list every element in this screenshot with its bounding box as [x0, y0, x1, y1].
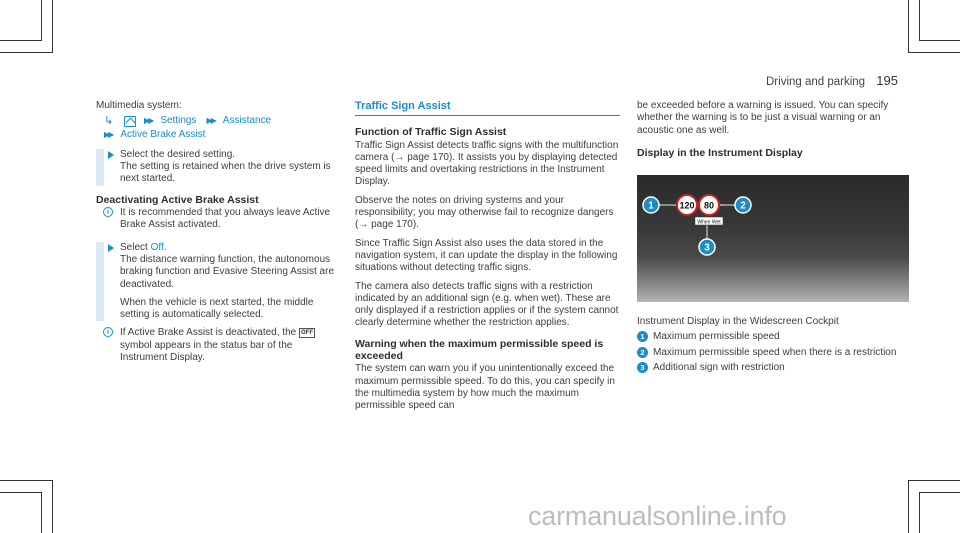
legend-number: 1 [637, 331, 648, 342]
info-icon: i [103, 327, 113, 337]
function-text: Traffic Sign Assist detects traffic signs with the multifunction camera (→ page 170). It assists you by displaying detected speed limits and overtaking restrictions in the Instrument Display. [355, 139, 619, 188]
path-assistance: Assistance [222, 115, 272, 127]
brake-assist-off-icon: OFF [300, 329, 313, 336]
navigation-text: Since Traffic Sign Assist also uses the data stored in the navigation system, it can update the display in the following situations without detecting traffic signs. [355, 237, 618, 274]
arrow-right-icon: ↳ [104, 115, 114, 128]
step-detail: When the vehicle is next started, the middle setting is automatically selected. [120, 296, 314, 321]
legend-item [637, 331, 909, 343]
speed-sign-120-label: 120 [679, 200, 695, 211]
callout-3-label: 3 [704, 242, 710, 254]
crop-mark [919, 492, 920, 533]
section-heading: Traffic Sign Assist [355, 100, 620, 116]
crop-mark [41, 492, 42, 533]
note-recommendation [96, 207, 336, 232]
step-detail: The setting is retained when the drive system is next started. [120, 161, 331, 185]
crop-mark [0, 492, 42, 493]
speed-sign-80-label: 80 [703, 200, 715, 211]
deactivating-heading: Deactivating Active Brake Assist [96, 193, 259, 206]
step-suffix: . [163, 241, 167, 253]
legend-text: Maximum permissible speed when there is a restriction [653, 346, 897, 358]
info-icon: i [103, 207, 113, 217]
note-text: It is recommended that you always leave Active Brake Assist activated. [120, 207, 331, 231]
crop-mark [0, 40, 42, 41]
crop-mark [908, 480, 960, 481]
observe-text: Observe the notes on driving systems and your responsibility; you may otherwise fail to recognize dangers (→ page 170). [355, 194, 614, 231]
callout-2-label: 2 [740, 200, 746, 212]
step-detail: The distance warning function, the autonomous braking function and Evasive Steering Assist are deactivated. [120, 253, 335, 290]
step-select-off [96, 242, 336, 322]
section-title: Driving and parking [766, 76, 866, 88]
legend-item [637, 362, 909, 374]
double-chevron-icon: ▶▶ [206, 116, 215, 126]
continued-text: be exceeded before a warning is issued. You can specify whether the warning is to be just a visual warning or an acoustic one as well. [637, 100, 889, 136]
path-settings: Settings [160, 115, 197, 127]
home-icon [124, 116, 136, 127]
watermark: carmanualsonline.info [528, 501, 787, 531]
intro-text: Multimedia system: [96, 100, 182, 111]
step-prefix: Select [120, 241, 151, 253]
crop-mark [919, 40, 960, 41]
warning-heading: Warning when the maximum permissible speed is exceeded [355, 337, 604, 363]
legend-number: 2 [637, 347, 648, 358]
note-off-symbol [96, 327, 336, 364]
instrument-display-figure [637, 175, 909, 302]
step-arrow-icon [108, 151, 114, 159]
legend-number: 3 [637, 362, 648, 373]
menu-path [96, 115, 336, 141]
crop-mark [52, 0, 53, 52]
crop-mark [908, 480, 909, 533]
crop-mark [919, 0, 920, 41]
column-left [96, 100, 336, 370]
page-number: 195 [876, 73, 898, 88]
step-arrow-icon [108, 244, 114, 252]
camera-text: The camera also detects traffic signs with a restriction indicated by an additional sign (e.g. when wet). These are only displayed if a restriction applies or if the system cannot clearly determine whether the restriction applies. [355, 280, 619, 329]
double-chevron-icon: ▶▶ [104, 129, 113, 139]
path-feature: Active Brake Assist [120, 128, 206, 140]
figure-caption: Instrument Display in the Widescreen Cockpit [637, 316, 839, 328]
crop-mark [908, 52, 960, 53]
legend-item [637, 347, 909, 359]
step-text: Select the desired setting. [120, 148, 236, 160]
crop-mark [0, 52, 53, 53]
legend-text: Maximum permissible speed [653, 331, 780, 343]
crop-mark [0, 480, 53, 481]
crop-mark [908, 0, 909, 52]
legend-text: Additional sign with restriction [653, 362, 785, 374]
column-right [637, 100, 909, 377]
running-header [766, 73, 898, 88]
double-chevron-icon: ▶▶ [144, 116, 153, 126]
figure-graphic [637, 175, 909, 302]
column-middle [355, 100, 620, 419]
crop-mark [52, 480, 53, 533]
note-text-after: symbol appears in the status bar of the Instrument Display. [120, 339, 293, 364]
warning-text: The system can warn you if you unintentionally exceed the maximum permissible speed. To do this, you can specify in the multimedia system by how much the maximum permissible speed can [355, 363, 615, 412]
option-off: Off [150, 241, 164, 253]
callout-1-label: 1 [648, 200, 654, 212]
crop-mark [41, 0, 42, 41]
note-text-before: If Active Brake Assist is deactivated, the [120, 327, 297, 339]
function-heading: Function of Traffic Sign Assist [355, 126, 507, 139]
crop-mark [919, 492, 960, 493]
additional-sign-label: When Wet [697, 219, 721, 226]
step-select-setting [96, 149, 336, 186]
display-heading: Display in the Instrument Display [637, 146, 803, 159]
